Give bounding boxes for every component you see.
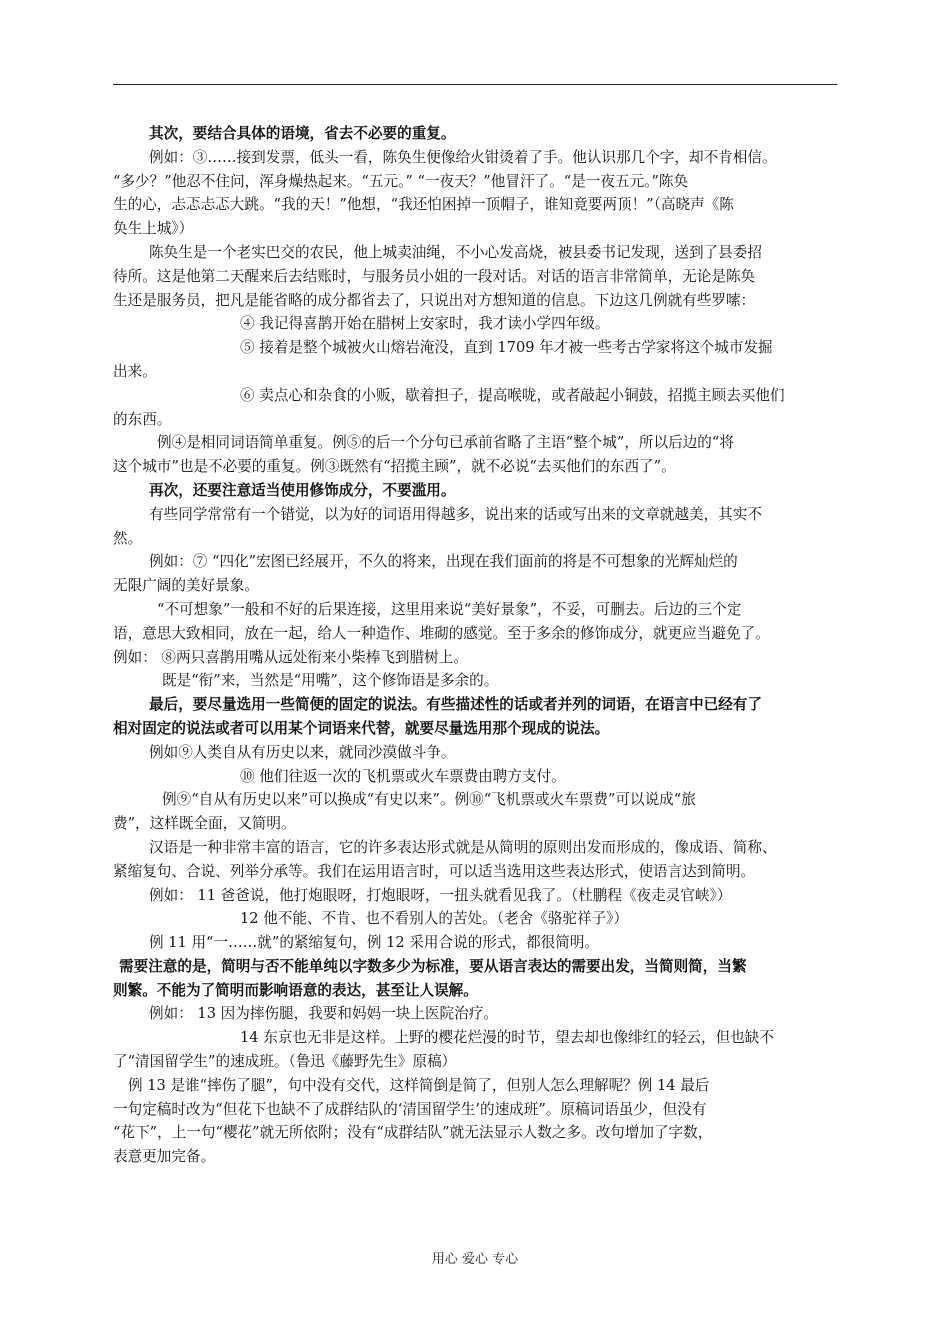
text-line: 例如：⑦ “四化”宏图已经展开，不久的将来，出现在我们面前的将是不可想象的光辉灿烂的 (149, 553, 738, 571)
text-line: 出来。 (113, 362, 157, 380)
text-line: 14 东京也无非是这样。上野的樱花烂漫的时节，望去却也像绯红的轻云，但也缺不 (240, 1029, 774, 1047)
header-rule (113, 84, 837, 85)
text-line: 既是“衔”来，当然是“用嘴”，这个修饰语是多余的。 (162, 672, 499, 690)
text-line: 则繁。不能为了简明而影响语意的表达，甚至让人误解。 (113, 981, 478, 999)
text-line: 费”，这样既全面，又简明。 (113, 815, 296, 833)
text-line: 例 13 是谁“摔伤了腿”，句中没有交代，这样简倒是简了，但别人怎么理解呢？例 14 最后 (128, 1076, 710, 1094)
text-line: ⑤ 接着是整个城被火山熔岩淹没，直到 1709 年才被一些考古学家将这个城市发掘 (240, 339, 773, 357)
text-line: 待所。这是他第二天醒来后去结账时，与服务员小姐的一段对话。对话的语言非常简单，无论是陈奂 (113, 267, 756, 285)
text-line: 例如⑨人类自从有历史以来，就同沙漠做斗争。 (149, 743, 456, 761)
text-line: 语，意思大致相同，放在一起，给人一种造作、堆砌的感觉。至于多余的修饰成分，就更应当避免了。 (113, 624, 770, 642)
text-line: 一句定稿时改为“但花下也缺不了成群结队的‘清国留学生’的速成班”。原稿词语虽少，但没有 (113, 1100, 707, 1118)
text-line: 其次，要结合具体的语境，省去不必要的重复。 (149, 125, 456, 142)
text-line: 无限广阔的美好景象。 (113, 577, 259, 595)
text-line: 12 他不能、不肯、也不看别人的苦处。（老舍《骆驼祥子》） (240, 910, 629, 928)
text-line: 例④是相同词语简单重复。例⑤的后一个分句已承前省略了主语“整个城”，所以后边的“将 (157, 434, 734, 452)
text-line: 有些同学常常有一个错觉，以为好的词语用得越多，说出来的话或写出来的文章就越美，其实不 (149, 505, 762, 523)
text-line: 再次，还要注意适当使用修饰成分，不要滥用。 (149, 481, 456, 499)
text-line: 了“清国留学生”的速成班。（鲁迅《藤野先生》原稿） (113, 1053, 457, 1071)
page-footer: 用心 爱心 专心 (431, 1252, 519, 1267)
text-line: 例⑨“自从有历史以来”可以换成“有史以来”。例⑩“飞机票或火车票费”可以说成“旅 (162, 791, 696, 809)
text-line: 陈奂生是一个老实巴交的农民，他上城卖油绳，不小心发高烧，被县委书记发现，送到了县委招 (149, 243, 762, 261)
text-line: 汉语是一种非常丰富的语言，它的许多表达形式就是从简明的原则出发而形成的，像成语、简称、 (149, 838, 777, 856)
text-line: 然。 (113, 529, 143, 547)
text-line: 例 11 用“一……就”的紧缩复句，例 12 采用合说的形式，都很简明。 (149, 934, 600, 952)
text-line: 这个城市”也是不必要的重复。例③既然有“招揽主顾”，就不必说“去买他们的东西了”。 (113, 458, 676, 476)
text-line: ⑥ 卖点心和杂食的小贩，歇着担子，提高喉咙，或者敲起小铜鼓，招揽主顾去买他们 (240, 386, 785, 404)
text-line: 的东西。 (113, 410, 172, 428)
text-line: 生的心，忐忑忐忑大跳。“我的天！”他想，“我还怕困掉一顶帽子，谁知竟要两顶！”（高晓声《陈 (113, 196, 734, 214)
text-line: 例如： ⑧两只喜鹊用嘴从远处衔来小柴棒飞到腊树上。 (113, 648, 468, 666)
text-line: “花下”，上一句“樱花”就无所依附；没有“成群结队”就无法显示人数之多。改句增加了字数， (113, 1124, 713, 1142)
text-line: 例如： 13 因为摔伤腿，我要和妈妈一块上医院治疗。 (149, 1005, 498, 1023)
text-line: 表意更加完备。 (113, 1148, 216, 1166)
text-line: 生还是服务员，把凡是能省略的成分都省去了，只说出对方想知道的信息。下边这几例就有些罗嗦： (113, 291, 756, 309)
text-line: 紧缩复句、合说、列举分承等。我们在运用语言时，可以适当选用这些表达形式，使语言达到简明。 (113, 862, 756, 880)
text-line: “不可想象”一般和不好的后果连接，这里用来说“美好景象”，不妥，可删去。后边的三个定 (157, 600, 742, 618)
text-line: ④ 我记得喜鹊开始在腊树上安家时，我才读小学四年级。 (240, 315, 610, 333)
text-line: 最后，要尽量选用一些简便的固定的说法。有些描述性的话或者并列的词语，在语言中已经有了 (149, 696, 762, 714)
document-body (113, 122, 837, 1169)
text-line: 需要注意的是，简明与否不能单纯以字数多少为标准，要从语言表达的需要出发，当简则简，当繁 (119, 957, 747, 975)
text-line: 奂生上城》） (113, 220, 194, 238)
text-line: 相对固定的说法或者可以用某个词语来代替，就要尽量选用那个现成的说法。 (113, 719, 610, 737)
text-line: 例如：③……接到发票，低头一看，陈奂生便像给火钳烫着了手。他认识那几个字，却不肯相信。 (149, 148, 777, 166)
text-line: “多少？”他忍不住问，浑身燥热起来。“五元。” “一夜天？”他冒汗了。“是一夜五元。”陈奂 (113, 172, 689, 190)
text-line: ⑩ 他们往返一次的飞机票或火车票费由聘方支付。 (240, 767, 566, 785)
text-line: 例如： 11 爸爸说，他打炮眼呀，打炮眼呀，一扭头就看见我了。（杜鹏程《夜走灵官峡》） (149, 886, 732, 904)
